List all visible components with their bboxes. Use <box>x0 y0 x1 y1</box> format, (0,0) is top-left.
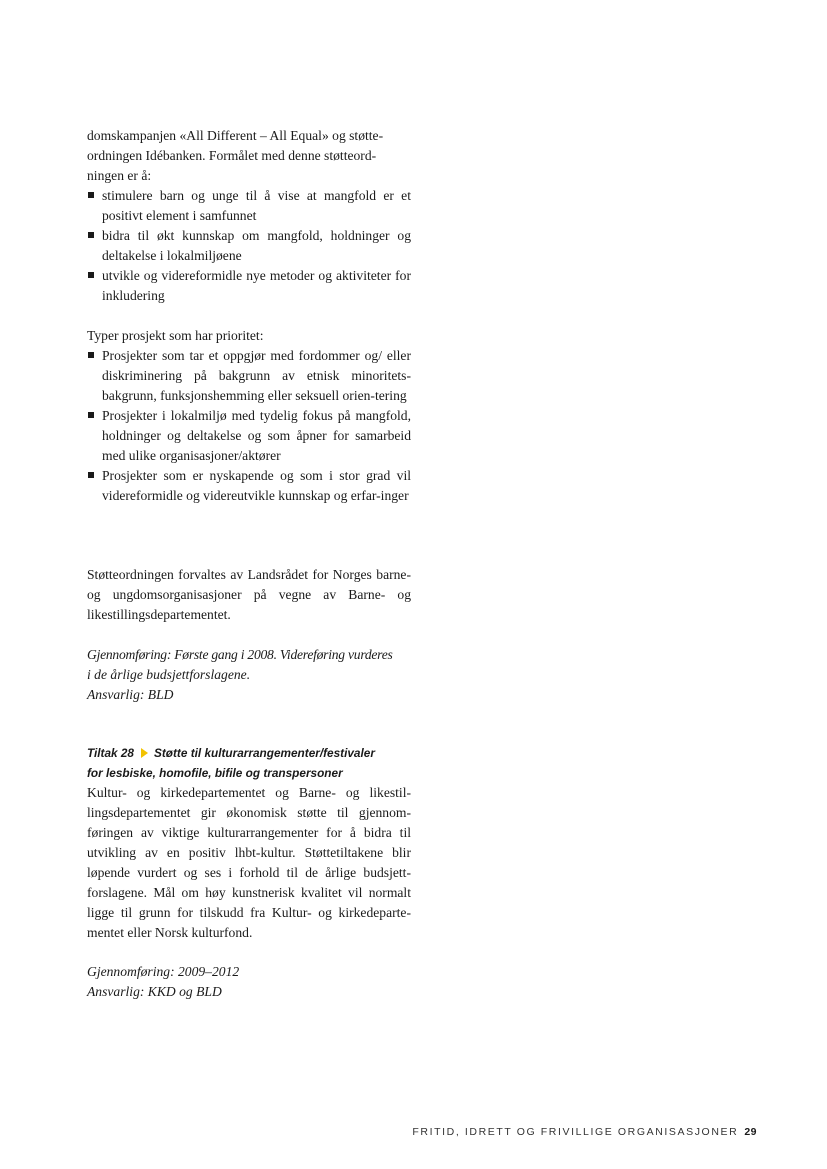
list-item <box>87 186 411 226</box>
list-item-text: bidra til økt kunnskap om mangfold, holdninger og deltakelse i lokalmiljøene <box>102 228 411 263</box>
bullet-icon <box>88 352 94 358</box>
implementation-text: Gjennomføring: 2009–2012 <box>87 964 240 979</box>
list-item <box>87 226 411 266</box>
intro-line: domskampanjen «All Different – All Equal» og støtte- <box>87 128 384 143</box>
implementation-block-1 <box>87 645 411 705</box>
purpose-list <box>87 186 411 306</box>
priority-block <box>87 326 411 506</box>
intro-line: ordningen Idébanken. Formålet med denne støtteord- <box>87 148 377 163</box>
bullet-icon <box>88 412 94 418</box>
intro-block <box>87 126 411 306</box>
responsible-text: Ansvarlig: KKD og BLD <box>87 984 222 999</box>
priority-heading: Typer prosjekt som har prioritet: <box>87 328 264 343</box>
bullet-icon <box>88 472 94 478</box>
tiltak-title: Støtte til kulturarrangementer/festivaler <box>154 746 375 760</box>
list-item-text: Prosjekter som tar et oppgjør med fordommer og/ eller diskriminering på bakgrunn av etnisk minoritets-bakgrunn, funksjonshemming eller seksuell orien-tering <box>102 348 411 403</box>
responsible-text: Ansvarlig: BLD <box>87 687 174 702</box>
list-item-text: Prosjekter i lokalmiljø med tydelig fokus på mangfold, holdninger og deltakelse og som åpner for samarbeid med ulike organisasjoner/aktører <box>102 408 411 463</box>
tiltak-number: Tiltak 28 <box>87 746 134 760</box>
list-item-text: stimulere barn og unge til å vise at mangfold er et positivt element i samfunnet <box>102 188 411 223</box>
list-item <box>87 466 411 506</box>
intro-line: ningen er å: <box>87 168 152 183</box>
bullet-icon <box>88 232 94 238</box>
tiltak-body: Kultur- og kirkedepartementet og Barne- og likestil-lingsdepartementet gir økonomisk støtte til gjennom-føringen av viktige kulturarrangementer for å bidra til utvikling av en positiv lhbt-kultur. Støttetiltakene blir løpende vurdert og ses i forhold til de årlige budsjett-forslagene. Mål om høy kunstnerisk kvalitet vil normalt ligge til grunn for tilskudd fra Kultur- og kirkedeparte-mentet eller Norsk kulturfond. <box>87 785 411 940</box>
tiltak-heading <box>87 743 411 763</box>
page-number: 29 <box>744 1126 757 1138</box>
admin-block <box>87 565 411 625</box>
arrow-icon <box>141 748 148 758</box>
tiltak-block <box>87 743 411 943</box>
list-item <box>87 406 411 466</box>
admin-paragraph: Støtteordningen forvaltes av Landsrådet for Norges barne- og ungdomsorganisasjoner på vegne av Barne- og likestillingsdepartementet. <box>87 567 411 622</box>
implementation-text: i de årlige budsjettforslagene. <box>87 667 251 682</box>
list-item-text: Prosjekter som er nyskapende og som i stor grad vil videreformidle og videreutvikle kunnskap og erfar-inger <box>102 468 411 503</box>
implementation-text: Gjennomføring: Første gang i 2008. Videreføring vurderes <box>87 647 393 662</box>
implementation-block-2 <box>87 962 411 1002</box>
priority-list <box>87 346 411 506</box>
tiltak-title-line2: for lesbiske, homofile, bifile og transpersoner <box>87 766 343 780</box>
bullet-icon <box>88 192 94 198</box>
page-footer <box>412 1126 757 1138</box>
list-item-text: utvikle og videreformidle nye metoder og aktiviteter for inkludering <box>102 268 411 303</box>
list-item <box>87 266 411 306</box>
list-item <box>87 346 411 406</box>
footer-section-title: FRITID, IDRETT OG FRIVILLIGE ORGANISASJONER <box>412 1126 739 1138</box>
bullet-icon <box>88 272 94 278</box>
